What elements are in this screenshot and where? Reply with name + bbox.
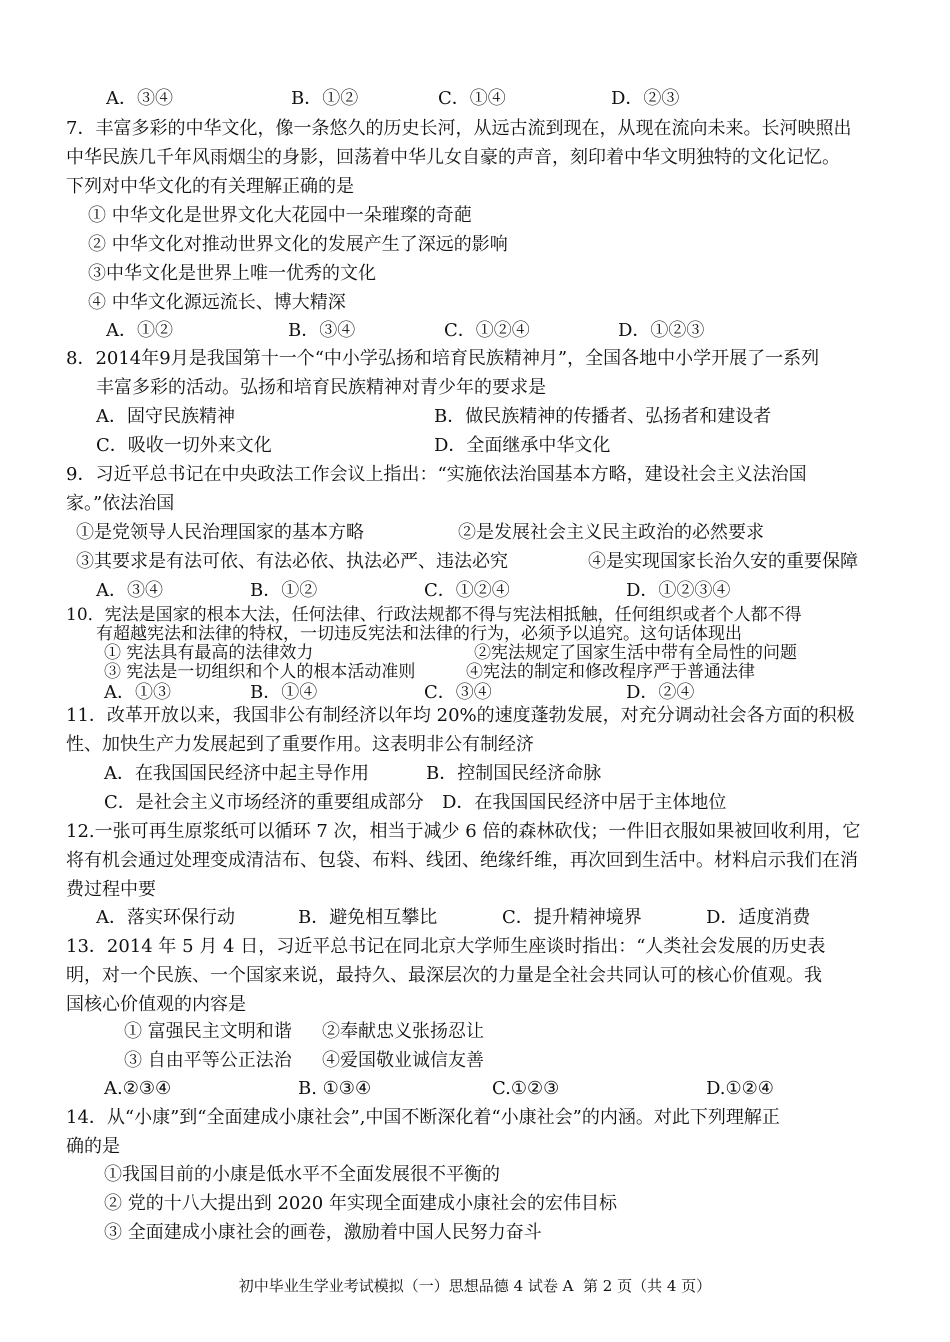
- q8-option-c: C．吸收一切外来文化: [96, 435, 272, 456]
- q9-item-4: ④是实现国家长治久安的重要保障: [588, 551, 858, 572]
- q12-stem-line-2: 将有机会通过处理变成清洁布、包袋、布料、线团、绝缘纤维，再次回到生活中。材料启示我们在消: [66, 850, 858, 871]
- q7-stem-line-1: 7．丰富多彩的中华文化，像一条悠久的历史长河，从远古流到现在，从现在流向未来。长河映照出: [66, 118, 852, 139]
- q10-option-b: B．①④: [250, 682, 318, 703]
- q10-option-a: A．①③: [104, 682, 171, 703]
- q9-stem-line-2: 家。”依法治国: [66, 493, 175, 514]
- q12-option-c: C．提升精神境界: [502, 907, 642, 928]
- q10-option-d: D．②④: [626, 682, 695, 703]
- q11-stem-line-1: 11．改革开放以来，我国非公有制经济以年均 20%的速度蓬勃发展，对充分调动社会各方面的积极: [66, 705, 855, 726]
- q13-item-1: ① 富强民主文明和谐: [124, 1021, 292, 1042]
- q6-option-a: A．③④: [106, 88, 173, 109]
- q8-option-a: A．固守民族精神: [96, 406, 235, 427]
- q9-option-c: C．①②④: [424, 580, 510, 601]
- q13-stem-line-2: 明，对一个民族、一个国家来说，最持久、最深层次的力量是全社会共同认可的核心价值观。我: [66, 965, 822, 986]
- q9-item-1: ①是党领导人民治理国家的基本方略: [76, 522, 364, 543]
- q11-option-d: D．在我国国民经济中居于主体地位: [442, 792, 727, 813]
- q11-option-c: C．是社会主义市场经济的重要组成部分: [104, 792, 424, 813]
- q10-item-4: ④宪法的制定和修改程序严于普通法律: [466, 662, 755, 682]
- q6-option-b: B．①②: [291, 88, 359, 109]
- q13-stem-line-1: 13．2014 年 5 月 4 日，习近平总书记在同北京大学师生座谈时指出：“人类社会发展的历史表: [66, 936, 826, 957]
- q14-item-1: ①我国目前的小康是低水平不全面发展很不平衡的: [104, 1164, 500, 1185]
- q9-item-2: ②是发展社会主义民主政治的必然要求: [458, 522, 764, 543]
- q13-item-2: ②奉献忠义张扬忍让: [322, 1021, 484, 1042]
- q12-option-d: D．适度消费: [706, 907, 811, 928]
- q9-item-3: ③其要求是有法可依、有法必依、执法必严、违法必究: [76, 551, 508, 572]
- q13-item-4: ④爱国敬业诚信友善: [322, 1050, 484, 1071]
- q8-stem-line-2: 丰富多彩的活动。弘扬和培育民族精神对青少年的要求是: [96, 377, 546, 398]
- q8-option-b: B．做民族精神的传播者、弘扬者和建设者: [434, 406, 772, 427]
- q7-option-a: A．①②: [106, 320, 173, 341]
- q12-stem-line-3: 费过程中要: [66, 879, 156, 900]
- q12-option-b: B．避免相互攀比: [298, 907, 438, 928]
- q10-stem-line-1: 10．宪法是国家的根本大法，任何法律、行政法规都不得与宪法相抵触，任何组织或者个人都不得: [66, 605, 802, 625]
- q14-item-3: ③ 全面建成小康社会的画卷，激励着中国人民努力奋斗: [104, 1222, 542, 1243]
- q7-stem-line-3: 下列对中华文化的有关理解正确的是: [66, 176, 354, 197]
- q7-option-c: C．①②④: [444, 320, 530, 341]
- q11-option-b: B．控制国民经济命脉: [426, 763, 602, 784]
- q9-option-d: D．①②③④: [626, 580, 731, 601]
- q13-option-b: B. ①③④: [298, 1078, 372, 1099]
- q10-item-3: ③ 宪法是一切组织和个人的根本活动准则: [104, 662, 416, 682]
- q8-option-d: D．全面继承中华文化: [434, 435, 611, 456]
- q13-option-a: A.②③④: [104, 1078, 172, 1099]
- q13-item-3: ③ 自由平等公正法治: [124, 1050, 292, 1071]
- q7-item-2: ② 中华文化对推动世界文化的发展产生了深远的影响: [88, 234, 508, 255]
- q10-item-2: ②宪法规定了国家生活中带有全局性的问题: [474, 643, 797, 663]
- q7-item-4: ④ 中华文化源远流长、博大精深: [88, 292, 346, 313]
- q7-item-3: ③中华文化是世界上唯一优秀的文化: [88, 263, 376, 284]
- q11-stem-line-2: 性、加快生产力发展起到了重要作用。这表明非公有制经济: [66, 734, 534, 755]
- q11-option-a: A．在我国国民经济中起主导作用: [104, 763, 369, 784]
- q14-item-2: ② 党的十八大提出到 2020 年实现全面建成小康社会的宏伟目标: [104, 1193, 617, 1214]
- q10-item-1: ① 宪法具有最高的法律效力: [104, 643, 314, 663]
- q14-stem-line-2: 确的是: [66, 1136, 120, 1157]
- q8-stem-line-1: 8．2014年9月是我国第十一个“中小学弘扬和培育民族精神月”，全国各地中小学开展了一系列: [66, 348, 820, 369]
- q13-option-c: C.①②③: [492, 1078, 560, 1099]
- q7-option-d: D．①②③: [618, 320, 705, 341]
- q6-option-d: D．②③: [611, 88, 680, 109]
- q9-option-a: A．③④: [96, 580, 163, 601]
- q14-stem-line-1: 14．从“小康”到“全面建成小康社会”,中国不断深化着“小康社会”的内涵。对此下列理解正: [66, 1107, 780, 1128]
- q9-stem-line-1: 9．习近平总书记在中央政法工作会议上指出：“实施依法治国基本方略，建设社会主义法治国: [66, 464, 807, 485]
- q6-option-c: C．①④: [438, 88, 506, 109]
- page-footer: 初中毕业生学业考试模拟（一）思想品德 4 试卷 A 第 2 页（共 4 页）: [238, 1277, 712, 1295]
- q7-stem-line-2: 中华民族几千年风雨烟尘的身影，回荡着中华儿女自豪的声音，刻印着中华文明独特的文化记忆。: [66, 147, 840, 168]
- q10-stem-line-2: 有超越宪法和法律的特权，一切违反宪法和法律的行为，必须予以追究。这句话体现出: [96, 624, 742, 644]
- q13-option-d: D.①②④: [706, 1078, 774, 1099]
- q7-option-b: B．③④: [288, 320, 356, 341]
- q10-option-c: C．③④: [424, 682, 492, 703]
- q12-option-a: A．落实环保行动: [96, 907, 235, 928]
- q9-option-b: B．①②: [250, 580, 318, 601]
- q13-stem-line-3: 国核心价值观的内容是: [66, 994, 246, 1015]
- q7-item-1: ① 中华文化是世界文化大花园中一朵璀璨的奇葩: [88, 205, 472, 226]
- q12-stem-line-1: 12.一张可再生原浆纸可以循环 7 次，相当于减少 6 倍的森林砍伐；一件旧衣服如果被回收利用，它: [66, 821, 861, 842]
